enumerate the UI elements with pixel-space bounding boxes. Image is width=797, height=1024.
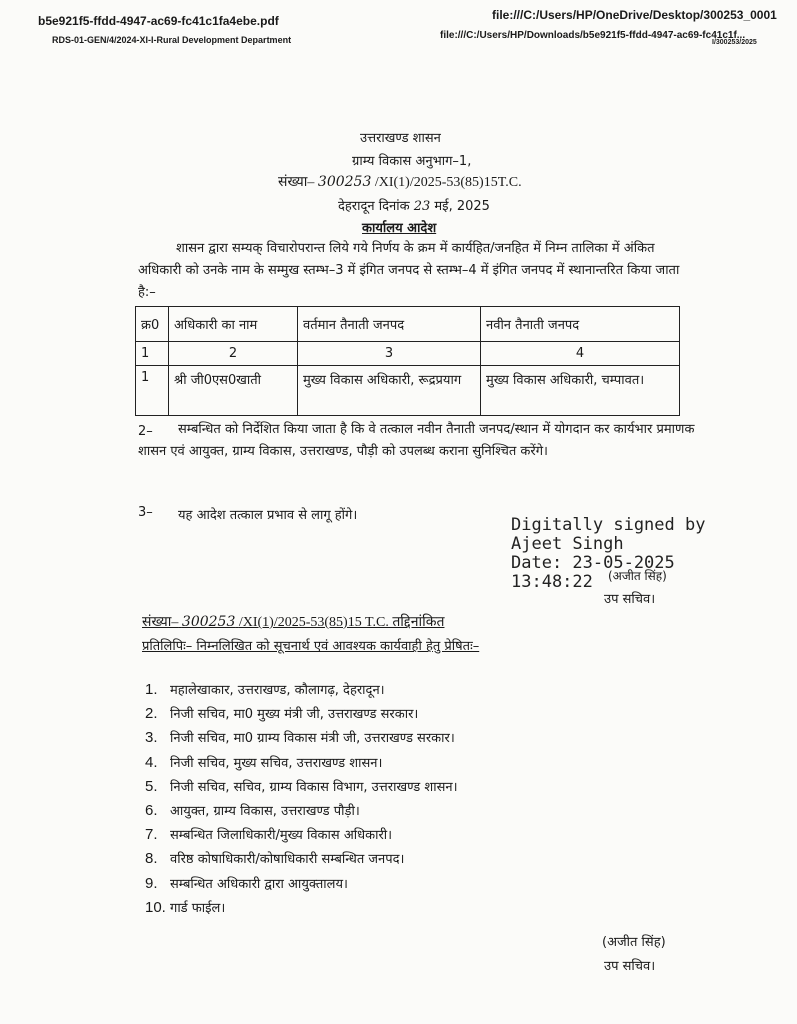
office-order-heading: कार्यालय आदेश: [362, 221, 437, 236]
table-row: 1 श्री जी0एस0खाती मुख्य विकास अधिकारी, रूद्रप्रयाग मुख्य विकास अधिकारी, चम्पावत।: [136, 366, 680, 416]
footer-signatory-title: उप सचिव।: [604, 959, 656, 974]
paragraph-1: शासन द्वारा सम्यक् विचारोपरान्त लिये गये निर्णय के क्रम में कार्यहित/जनहित में निम्न तालिका में अंकित अधिकारी को उनके नाम के सम्मुख स्तम्भ–3 में इंगित जनपद से स्तम्भ–4 में इंगित जनपद में स्थानान्तरित किया जाता है:–: [138, 241, 680, 300]
copy-number: संख्या– 300253 /XI(1)/2025-53(85)15 T.C. तद्दिनांकित: [142, 614, 445, 630]
downloads-path: file:///C:/Users/HP/Downloads/b5e921f5-ffdd-4947-ac69-fc41c1f...: [440, 30, 746, 41]
list-item: [145, 849, 405, 867]
order-number: संख्या– 300253 /XI(1)/2025-53(85)15T.C.: [278, 174, 522, 190]
list-item-number: 1.: [145, 681, 158, 698]
list-item: [145, 777, 458, 795]
order-number-handwritten: 300253: [317, 174, 372, 190]
list-item-number: 2.: [145, 705, 158, 723]
list-item-number: 3.: [145, 729, 158, 747]
list-item: [145, 874, 348, 892]
list-item-text: निजी सचिव, मा0 ग्राम्य विकास मंत्री जी, उत्तराखण्ड सरकार।: [170, 731, 455, 747]
list-item: [145, 704, 418, 722]
transfer-table: [135, 306, 680, 416]
dept-title: ग्राम्य विकास अनुभाग–1,: [352, 154, 472, 169]
list-item-text: निजी सचिव, सचिव, ग्राम्य विकास विभाग, उत्तराखण्ड शासन।: [170, 779, 458, 795]
paragraph-3: यह आदेश तत्काल प्रभाव से लागू होंगे।: [178, 508, 358, 523]
copy-number-handwritten: 300253: [181, 614, 236, 630]
digital-signature: Digitally signed by Ajeet Singh Date: 23-05-2025 13:48:22: [511, 515, 706, 592]
list-item-text: निजी सचिव, मुख्य सचिव, उत्तराखण्ड शासन।: [170, 755, 383, 771]
gov-title: उत्तराखण्ड शासन: [360, 131, 441, 146]
para2-number: 2–: [138, 424, 153, 439]
list-item-number: 4.: [145, 753, 158, 771]
list-item-text: निजी सचिव, मा0 मुख्य मंत्री जी, उत्तराखण्ड सरकार।: [170, 707, 419, 723]
list-item: [145, 801, 360, 819]
list-item-text: गार्ड फाईल।: [170, 900, 226, 916]
footer-signatory-name: (अजीत सिंह): [602, 935, 666, 950]
desktop-path: file:///C:/Users/HP/OneDrive/Desktop/300253_0001: [492, 8, 777, 22]
signatory-title: उप सचिव।: [604, 592, 656, 607]
col-officer-name: अधिकारी का नाम: [169, 307, 298, 342]
list-item-number: 7.: [145, 826, 158, 844]
list-item-text: महालेखाकार, उत्तराखण्ड, कौलागढ़, देहरादून।: [170, 683, 385, 698]
table-row: 1 2 3 4: [136, 342, 680, 366]
copy-to-heading: प्रतिलिपिः– निम्नलिखित को सूचनार्थ एवं आवश्यक कार्यवाही हेतु प्रेषितः–: [142, 639, 480, 654]
list-item: [145, 898, 225, 916]
list-item-number: 9.: [145, 874, 158, 892]
col-serial: क्र0: [136, 307, 169, 342]
list-item-text: वरिष्ठ कोषाधिकारी/कोषाधिकारी सम्बन्धित जनपद।: [170, 852, 405, 868]
list-item-number: 5.: [145, 777, 158, 795]
list-item: [145, 753, 382, 771]
para3-number: 3–: [138, 505, 153, 520]
place-date: देहरादून दिनांक 23 मई, 2025: [338, 199, 490, 214]
table-header-row: [136, 307, 680, 342]
department-ref: RDS-01-GEN/4/2024-XI-I-Rural Development Department: [52, 35, 292, 45]
page-ref: I/300253/2025: [712, 39, 757, 46]
list-item-text: सम्बन्धित जिलाधिकारी/मुख्य विकास अधिकारी।: [170, 828, 393, 844]
list-item-number: 10.: [145, 898, 166, 916]
col-new-posting: नवीन तैनाती जनपद: [481, 307, 680, 342]
paragraph-2: सम्बन्धित को निर्देशित किया जाता है कि वे तत्काल नवीन तैनाती जनपद/स्थान में योगदान कर कार्यभार प्रमाणक शासन एवं आयुक्त, ग्राम्य विकास, उत्तराखण्ड, पौड़ी को उपलब्ध कराना सुनिश्चित करेंगे।: [138, 422, 695, 459]
list-item: [145, 825, 392, 843]
list-item: [145, 728, 455, 746]
signatory-name: (अजीत सिंह): [608, 569, 667, 583]
col-current-posting: वर्तमान तैनाती जनपद: [298, 307, 481, 342]
pdf-filename: b5e921f5-ffdd-4947-ac69-fc41c1fa4ebe.pdf: [38, 14, 279, 28]
list-item-text: सम्बन्धित अधिकारी द्वारा आयुक्तालय।: [170, 876, 348, 892]
list-item-number: 6.: [145, 802, 158, 819]
date-handwritten: 23: [413, 199, 431, 214]
list-item-number: 8.: [145, 850, 158, 868]
list-item: [145, 680, 385, 698]
list-item-text: आयुक्त, ग्राम्य विकास, उत्तराखण्ड पौड़ी।: [170, 804, 360, 819]
